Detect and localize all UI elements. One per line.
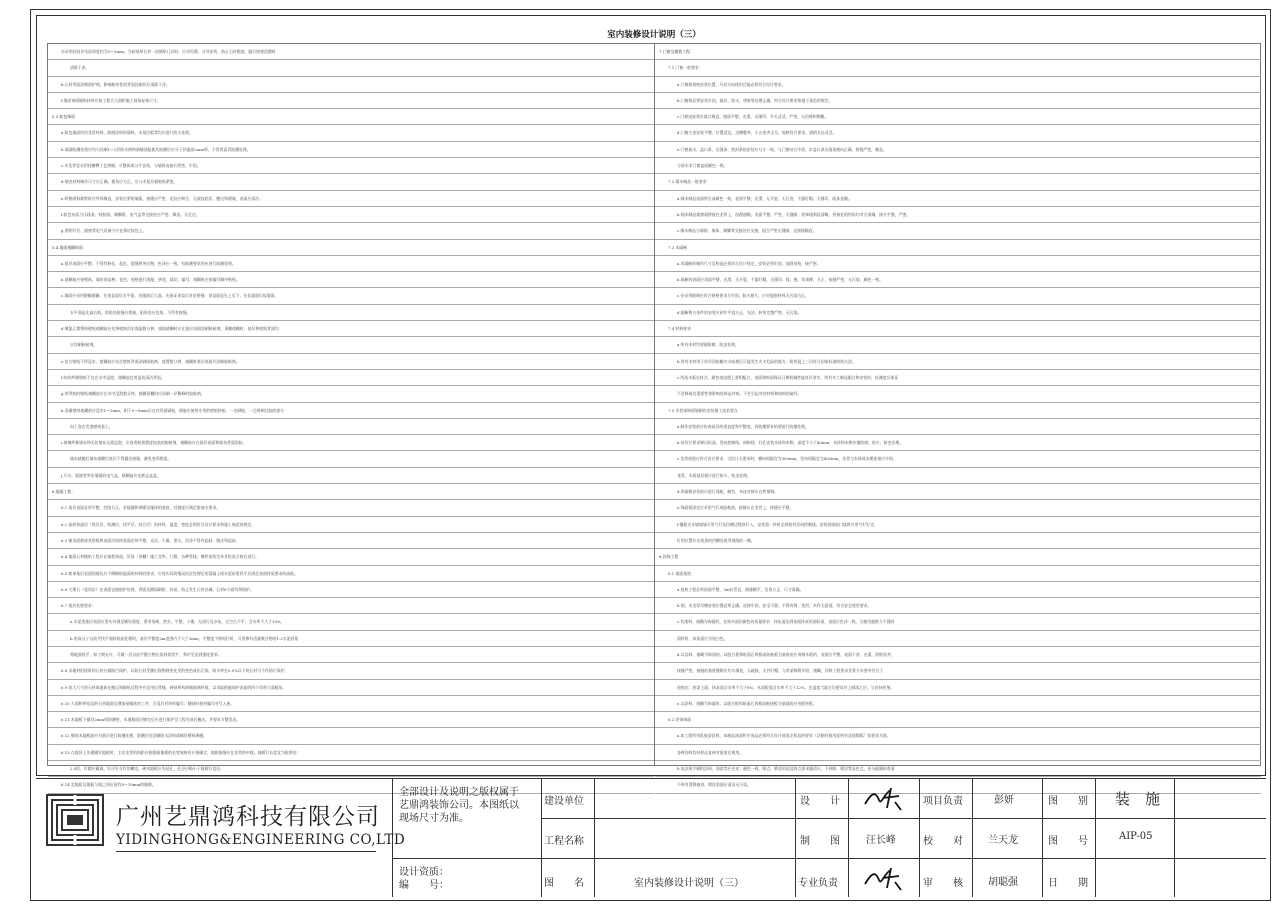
spec-line: d.以涂料、裱糊为饰面的，以胶合板和纸面石膏板或防粘板为基底的应用制木板的，表面应平整，表面干净，光滑，阴阳角齐，: [655, 647, 1261, 663]
copyright-note: 全部设计及说明之版权属于 艺鼎鸿装饰公司。本图纸以 现场尺寸为准。: [399, 787, 519, 824]
spec-line: c.细木制品与墙裙、墙体、踢脚等交接处应交接，组合严密无缝隙，交接线顺直。: [655, 223, 1261, 239]
spec-line: 2.5倍，钉帽应砸扁，钉应钉在钉的槽边，硬木地板应先钻孔，孔径应略小于地板钉直径。: [48, 761, 654, 777]
spec-line: c.所选木板在样式、颜色或纹理上要相配合，表面和饰面保证日期机械性能良好坚实，所有木工制品服合和安装时，检测度应保证: [655, 370, 1261, 386]
qualification-block: [399, 866, 449, 892]
spec-line: 面材时，抹灰面应为纯白色。: [655, 631, 1261, 647]
spec-line: 纯规定；底漆上面，抹灰面含水率不大于8%，木质板面含水率不大于12%，在湿度大地方均要求层上刷漆乙层，与涂抹性剂。: [655, 680, 1261, 696]
spec-line: b.墙面防潮处理应均匀涂刷1～2层防水剂和满铺油毡使其防潮层应分子层提高2mm厚，不得用沥青防潮处理。: [48, 142, 654, 158]
spec-line: 8.2 涂饰饰面: [655, 712, 1261, 728]
drafting-value: 汪长峰: [866, 835, 896, 846]
drawing-name-value: 室内装修设计说明（三）: [634, 878, 744, 889]
spec-line: 7.2 细木制品一般要求：: [655, 174, 1261, 190]
spec-line: 6.2 基底构造层（垫层层、防潮层、找平层、结合层）的材料、温度、密度必须符合设计要求和施工规范的规定。: [48, 517, 654, 533]
spec-line: 水平面是先高后低。阴角处接缝应搭接，阳角处应包角，不得有接缝。: [48, 305, 654, 321]
spec-line: e.复合壁纸不得浸水，裱糊前应先在壁纸背面涂刷胶粘剂，放置数分钟，裱糊时基层表面应涂刷胶粘剂。: [48, 354, 654, 370]
spec-line: 清除干净。: [48, 60, 654, 76]
company-name-cn: 广州艺鼎鸿科技有限公司: [116, 804, 380, 830]
spec-line: j.开关、插座等突出墙面的电气盒，裱糊前应先卸去盒盖。: [48, 468, 654, 484]
spec-line: b.电涂或手刷的涂料，油漆等应光亮；颜色一致，喷点，喷花的花纹图点要求播适应，不掉粉，喷涂等显色点，充分能随时查看: [655, 761, 1261, 777]
spec-line: 钉的位置应在线条的凹槽处或背视线的一侧。: [655, 533, 1261, 549]
spec-line: b.按设计要求弹出标高，竖向控制线，网格线，打孔安装木砖和木楔，深度不小于40mm，木砖和木楔应做防腐，防火，防虫处理。: [655, 435, 1261, 451]
spec-line: 6.8 采地材衔接时的石材应做防污保护，以防石材受潮出现物理变化受的变色或出污染，吸水率在0.5%以下的石材可不作防污保护。: [48, 663, 654, 679]
spec-line: 5.3 软包饰面: [48, 109, 654, 125]
spec-line: 6.14 毛地板及地板与墙之间应留有8～10mm的缝隙。: [48, 777, 654, 793]
spec-line: f.纺织纤维壁纸不宜在水中浸泡，裱糊前宜用湿布清洁背面。: [48, 370, 654, 386]
review-value: 胡聪强: [988, 877, 1018, 888]
qualification-label: 设计资质：: [399, 867, 449, 878]
spec-line: g.带背胶的壁纸裱糊前应在水中浸泡数分钟，裱糊顶棚时应涂刷一层稀释的胶粘剂。: [48, 386, 654, 402]
spec-line: 东采用轻结层实际厚度约为3～5mm，当粘贴厚石材一次铺贴几层时，应采用薄、分导安装，防止石材脱落，跟后按规范随时: [48, 44, 654, 60]
spec-line: d.填充材料制作尺寸应正确，棱角应方正，应与木基层板粘贴紧密。: [48, 174, 654, 190]
drawing-name-label: 图 名: [544, 878, 584, 889]
spec-line: 6.10 大面积带花纹的石材地面宜增加预铺选材工序，合适后对块材编号；铺贴时按材编号对号入座。: [48, 696, 654, 712]
spec-line: e.以涂料、裱糊为饰面的，以胶合板和纸面石膏板或粘接板为基础的应用板材板。: [655, 696, 1261, 712]
spec-line: 向上卷在发泡壁纸卷上。: [48, 419, 654, 435]
project-lead-value: 彭妍: [994, 795, 1014, 806]
company-name-en: YIDINGHONG&ENGINEERING CO,LTD: [116, 832, 406, 848]
spec-line: 6.1 基层表面必须平整，凹陷方正，若地漏和供暖设施体的基底，其坡度应满足排放水要求。: [48, 500, 654, 516]
spec-line: b.裱糊前应按壁纸、墙布的品种、花色、规格进行选配、拼花、裁切、编号，裱糊时应按编号顺序粘贴。: [48, 272, 654, 288]
spec-line: 6.6 大理石（花岗岩）在表面宜做防护处理，背面及侧面刷防、封闭，防止发生石材泛碱。石材6个面均须防护。: [48, 582, 654, 598]
check-value: 兰天龙: [988, 835, 1018, 846]
spec-line: c.壳采用玻璃应符合规格要求方牢固，防火耐久，应对裂损材料无污染为止。: [655, 288, 1261, 304]
spec-line: 6.13 在地异上先做铺钉地板时，主次龙骨的间距应根据面地板的长宽规格设计要确定，地板接缝应在龙骨的中线，地板钉长度宜为板厚的: [48, 745, 654, 761]
spec-line: b.所有木材用于作吊顶接触火灾或烟后可能发生火灾危险的地方，防带温上三层符合国家标准的防火涂。: [655, 354, 1261, 370]
category-label: 图 别: [1048, 796, 1088, 807]
spec-line: c.门窗扇安装应裁口顺直，刨面平整、光滑，无锤印，开关灵活，严密，无回弹和倒翘。: [655, 109, 1261, 125]
spec-line: 与清水木门窗盖面颜色一致。: [655, 158, 1261, 174]
spec-line: 6.11 木地板下铺设2mm厚防潮垫，木地板面层铺完后应进行保护至工程完成后撤出。并要求方整美洁。: [48, 712, 654, 728]
spec-line: 墙布裱糊后墙布裱糊后底层不得露出接缝，避免变形脱落。: [48, 451, 654, 467]
spec-line: e.门窗披水、盖口条、压缝条、密封条的安装应尺寸一致，与门窗结合牢固，木盖口条压缝条割向正确，拼缝严密，顺直。: [655, 142, 1261, 158]
spec-line: a.木隔断的制作尺寸及构造必须符合设计规定，安装必须牢固，加固坚持，接严密。: [655, 256, 1261, 272]
spec-line: 8.1 墙面基底：: [655, 566, 1261, 582]
specification-table: [47, 43, 1261, 788]
spec-line: f.镶板式木墙墙墙可用气钉从凹槽边缘斜钉入，安装第一块时必须校对竖向控制线，安装拐或收口线时应用气钉钉定，: [655, 517, 1261, 533]
serial-label: 编 号：: [399, 880, 449, 891]
spec-line: a.门窗框规格安装位置，开启方向使用功能必须符合设计要求。: [655, 77, 1261, 93]
chief-label: 专业负责: [798, 878, 838, 889]
spec-line: d.隔断和五金件的安装应到牢平直方正，光洁，转角完整严密，无污染。: [655, 305, 1261, 321]
spec-line: 6.4 地面石材铺贴工程应在墙柱饰面，吊顶（顶棚）施工完毕，门框、各种管线、槽件安装完毕并检验合格后进行。: [48, 549, 654, 565]
spec-line: c.墙面应采用整幅裱糊，先垂直面后水平面，先细部后大面。先保证垂直后对花拼缝，垂直面是先上后下，先长墙面后短墙面，: [48, 288, 654, 304]
spec-line: 各种涂料均经样品复核对批准后使用。: [655, 745, 1261, 761]
spec-line: d.聚氯乙烯塑料壁纸裱糊前应先将壁纸用水润湿数分钟，墙面裱糊时应在基层表面涂刷胶粘剂，顶棚裱糊时，基层和壁纸背面均: [48, 321, 654, 337]
spec-line: 不会降低其重要性和影响装饰品外观。不会引起对装材料和结构的破坏。: [655, 386, 1261, 402]
spec-line: b.石材背面涂刷防护剂，影响粘结性的背面涂刷层应清除干净。: [48, 77, 654, 93]
spec-line: 7.4 材料要求: [655, 321, 1261, 337]
project-name-label: 工程名称: [544, 836, 584, 847]
document-title: 室内装修设计说明（三）: [607, 30, 701, 40]
left-column: [48, 44, 654, 794]
spec-line: 龙骨，木质基层板应进行防火，防虫处理。: [655, 468, 1261, 484]
spec-line: 接缝严密，接缝的基底缝隙应均匀填充，无疏鼓，无外钉帽，与骨架吸附牢固，裱糊，涂料工程要求龙骨方木要对付合于: [655, 663, 1261, 679]
spec-line: h.金属壁纸裱糊前应浸水1～2min，阴干5～8min后在其背面刷胶，刷胶应使用专用的壁纸粉胶，一边刷胶，一边将刷过胶的部分: [48, 403, 654, 419]
spec-line: c.龙骨间距应符合设计要求，当设计无要求时，横向间隔宜为300mm，竖向间隔宜为400mm，龙骨与木砖或木楔连接应牢固。: [655, 451, 1261, 467]
title-block: [36, 778, 1266, 897]
spec-line: c.饮滚料、裱糊为饰面的，在核实面层颜色的质量要求：抹灰面达到该面抹灰的面标准，表面应色泽一致，当使用超龄力不强的: [655, 614, 1261, 630]
spec-line: b.门窗框必须安装牢固，隔音、防火、透射等处理正确，符合设计要求和施工规范的规定。: [655, 93, 1261, 109]
spec-line: 5.4 墙面裱糊饰面: [48, 240, 654, 256]
designer-signature-icon: [861, 784, 905, 812]
spec-line: 7.门窗及楼板工程：: [655, 44, 1261, 60]
project-lead-label: 项目负责: [923, 796, 963, 807]
check-label: 校 对: [923, 836, 963, 847]
spec-line: d.门窗五金安装平整，位置适宜，边槽整齐，小五金齐全为，规格符合要求，插销关启灵活。: [655, 125, 1261, 141]
spec-line: a.所有木材均要做防腐，防虫处理。: [655, 337, 1261, 353]
spec-line: 6.地面工程：: [48, 484, 654, 500]
spec-line: 将地面找平，如工期允许，可做一层自流平整合物长浆砂浆找平，养护至达到强度要求。: [48, 647, 654, 663]
right-column: [655, 44, 1261, 794]
spec-line: 不带有滑移痕迹，喷涂表面应清洁无污染。: [655, 777, 1261, 793]
spec-line: 7.1 门窗一般要求：: [655, 60, 1261, 76]
design-label: 设 计: [800, 796, 840, 807]
spec-line: 6.7 基层处理要求：: [48, 598, 654, 614]
category-value: 装 施: [1115, 790, 1161, 808]
date-label: 日 期: [1048, 878, 1088, 889]
spec-line: 7.5 木装饰饰面墙制作安装施工技术要点: [655, 403, 1261, 419]
spec-line: d.饰面板安装前应进行选配，颜色，木纹对接应自然谐调。: [655, 484, 1261, 500]
review-label: 审 核: [923, 878, 963, 889]
spec-line: e.饰面板固定应采用气钉或胶粘接，接缝应在龙骨上，接缝应平整。: [655, 500, 1261, 516]
spec-line: 6.12 铺装木地板前应对基层进行防潮处理，防潮层宜涂刷防水涂料或铺设塑料薄膜。: [48, 728, 654, 744]
spec-line: a.水泥类基层表面应坚实并满足铺设强度，要求坚硬、密实、平整、干燥，无油污及杂灰，无空凸不平，含水率不大于10%。: [48, 614, 654, 630]
chief-signature-icon: [861, 864, 905, 892]
spec-line: f.软包布面与压线条、贴脸线、踢脚板、电气盒等交接处应严密、顺直、无毛边。: [48, 207, 654, 223]
spec-line: 6.5 如果基层表面的地坑应不侧铺贴地面的材料的要求，应视实际的情况而定处理后的混凝土或水泥砂浆找平层满足表面材质要求的高低。: [48, 566, 654, 582]
spec-line: i.玻璃纤维墙布和无纺墙布无需浸泡，应选用粘接强度较高的胶粘剂，裱糊前应在基层表面和墙布背面涂胶，: [48, 435, 654, 451]
spec-line: 6.3 铺设面板或其垫板和表面层结构表面必须平整、光洁、干燥、密实，洁净不得有起砂、脱皮和起砂。: [48, 533, 654, 549]
spec-line: f.墙面饰面铺贴材料应按工程合大面积施工现场复核尺寸。: [48, 93, 654, 109]
spec-line: b.隔断的表面应表面平整，光滑，无开裂，不露钉帽，无锤印，线、抱，角顶柳，方正，接缝严密，无污染，颜色一致。: [655, 272, 1261, 288]
spec-line: a.基底工程必须前面平整，3m拉青直，接缝顺平，边角方正，尺寸准确。: [655, 582, 1261, 598]
company-underline: [116, 851, 376, 852]
spec-line: a.本工程所用乳胶漆涂料，本制品油漆和手成品必须符合设计或选定样品的要求（法制有使用说明书及视频版厂家要求为准。: [655, 728, 1261, 744]
spec-line: 应涂刷胶粘剂。: [48, 337, 654, 353]
spec-line: g.照明开关、插座等电气设备不应在靠近软包上。: [48, 223, 654, 239]
company-logo-icon: [46, 794, 104, 846]
spec-line: c.木龙骨宜采用挂槽榫工艺拼制，可整体或分片安装，与墙体连接应紧密、牢固。: [48, 158, 654, 174]
spec-line: a.细木制品表面须呈深颜色一致，表面平整、光滑，无开裂，无污迹，不露钉帽，无锤印，线条直顺。: [655, 191, 1261, 207]
spec-line: b.钢，木龙骨吊槽安装位置必须正确，连接牢固，安全可靠，不得有锈，变形，木件无裂面，符合安全使用要求。: [655, 598, 1261, 614]
spec-line: 6.9 较大尺寸的石材或地砖在搬运和铺贴过程中应宜用后背铺，碎贴和构须铺玻璃纤维，以采取措施保护表面的四个角和立面棱角。: [48, 680, 654, 696]
build-unit-label: 建设单位: [544, 796, 584, 807]
spec-line: a.制作安装前应检查基层的垂直度和平整度，有防潮要求的要进行防潮处理。: [655, 419, 1261, 435]
spec-line: 7.3 木隔断: [655, 240, 1261, 256]
spec-line: a.基层表面应平整、不得有粉化、起皮、裂缝和突出物，色泽应一致，有防潮要求的应进行防潮处理。: [48, 256, 654, 272]
number-value: AIP-05: [1119, 831, 1153, 842]
spec-line: 8.涂饰工程: [655, 549, 1261, 565]
spec-line: e.织物面料裁剪时应经纬顺直，安装应紧贴墙面，接缝应严密，花纹应吻合，无波纹起伏、翘边和褶皱，表面应清洁。: [48, 191, 654, 207]
spec-line: b.细木制品裁割面拼接在龙骨上，纹理通顺，表面平整，严密，无缝隙，装饰线刻纹清晰，折接处的拐角均对合准确，接头平整，严密。: [655, 207, 1261, 223]
spec-line: a.软包墙面所用龙骨材料、防腐涂料和面料，木基层板等均应进行防火处理。: [48, 125, 654, 141]
number-label: 图 号: [1048, 836, 1088, 847]
drafting-label: 制 图: [800, 836, 840, 847]
spec-line: b.用高分子自流平找平面砂浆前处理时，基层平整度2m范围内不大于3mm，平整度不够再打时，可用掺有适量聚合物的1:2水泥砂浆: [48, 631, 654, 647]
